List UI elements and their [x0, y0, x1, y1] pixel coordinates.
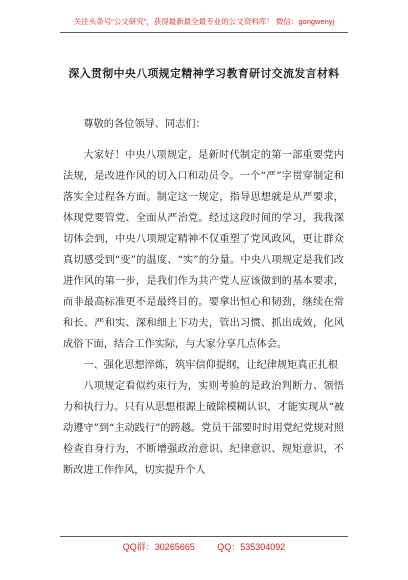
footer-qq: QQ：535304092 — [217, 542, 286, 552]
paragraph-intro: 大家好！中央八项规定，是新时代制定的第一部重要党内法规，是改进作风的切入口和动员令。一个“严”字贯穿制定和落实全过程各方面。制定这一规定，指导思想就是从严要求，体现党要管党、全面从严治党。经过这段时间的学习，我我深切体会到，中央八项规定精神不仅重塑了党风政风，更让群众真切感受到“变”的温度、“实”的分量。中央八项规定是我们改进作风的第一步，是我们作为共产党人应该做到的基本要求，而非最高标准更不是最终目的。要拿出恒心和韧劲，继续在常和长、严和实、深和细上下功夫，管出习惯、抓出成效，化风成俗下面，结合工作实际，与大家分享几点体会。 — [63, 150, 344, 350]
document-body — [63, 114, 344, 481]
page-footer — [60, 536, 348, 553]
section-heading-1: 一、强化思想淬炼，筑牢信仰提纲，让纪律规矩真正扎根 — [83, 360, 339, 371]
footer-qq-group: QQ群：30265665 — [122, 542, 195, 552]
page-header: 关注头条号“公文研究”，获得最新最全最专业的公文资料库！ 微信：gongwenyj — [60, 16, 348, 33]
paragraph-section-1: 八项规定看似约束行为，实则考验的是政治判断力、领悟力和执行力。只有从思想根源上破除模糊认识，才能实现从“被动遵守”到“主动践行”的跨越。党员干部要时时用党纪党规对照检查自身行为，不断增强政治意识、纪律意识、规矩意识，不断改进工作作风，切实提升个人 — [63, 381, 344, 476]
greeting: 尊敬的各位领导、同志们： — [83, 119, 206, 130]
document-title: 深入贯彻中央八项规定精神学习教育研讨交流发言材料 — [68, 67, 340, 80]
